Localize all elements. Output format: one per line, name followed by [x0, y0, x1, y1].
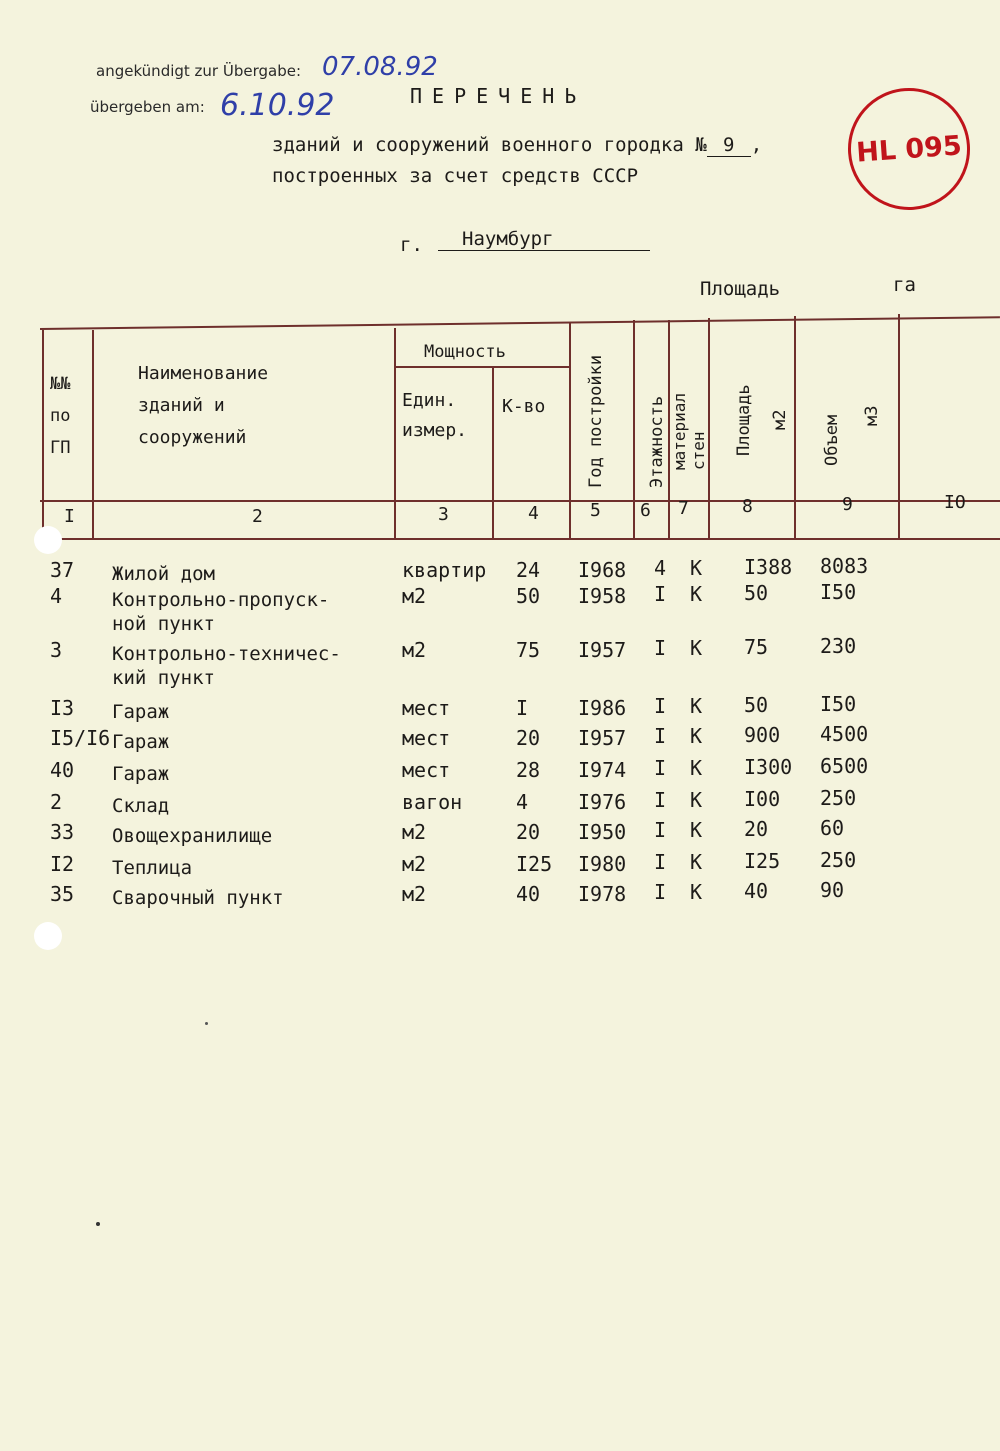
cell-year: I974 — [578, 758, 627, 782]
cell-year: I980 — [578, 852, 627, 876]
col-line-1 — [92, 330, 94, 538]
cell-floors: I — [654, 818, 667, 842]
cell-year: I958 — [578, 584, 627, 608]
header-area-line1: Площадь — [734, 384, 754, 456]
col-line-3 — [492, 367, 494, 538]
area-unit: га — [893, 274, 916, 296]
col-line-7 — [708, 318, 710, 538]
subtitle-line2: построенных за счет средств СССР — [272, 165, 639, 187]
cell-volume: 250 — [820, 848, 857, 872]
cell-material: К — [690, 850, 703, 874]
cell-area: I388 — [744, 555, 793, 579]
cell-material: К — [690, 582, 703, 606]
announced-label: angekündigt zur Übergabe: — [96, 62, 302, 80]
cell-material: К — [690, 636, 703, 660]
header-unit-line2: измер. — [402, 420, 468, 441]
cell-material: К — [690, 880, 703, 904]
cell-material: К — [690, 556, 703, 580]
header-floors: Этажность — [647, 395, 667, 488]
cell-volume: I50 — [820, 580, 857, 604]
cell-area: 20 — [744, 817, 769, 841]
cell-material: К — [690, 694, 703, 718]
cell-num: I2 — [50, 852, 75, 876]
col-line-5 — [633, 320, 635, 538]
header-num-line1: №№ — [50, 374, 71, 394]
colnum-9: 9 — [842, 494, 853, 515]
handed-label: übergeben am: — [90, 98, 205, 116]
header-name — [138, 358, 268, 454]
colnum-6: 6 — [640, 500, 651, 521]
cell-volume: 90 — [820, 878, 845, 902]
cell-unit: м2 — [402, 852, 427, 876]
cell-name: Гараж — [112, 701, 170, 723]
header-area-line2: м2 — [770, 409, 790, 430]
cell-floors: I — [654, 582, 667, 606]
column-number-separator — [40, 538, 1000, 540]
header-name-line1: Наименование — [138, 363, 269, 384]
cell-num: 40 — [50, 758, 75, 782]
cell-qty: 4 — [516, 790, 529, 814]
colnum-5: 5 — [590, 500, 601, 521]
cell-unit: вагон — [402, 790, 463, 814]
ink-dot — [96, 1222, 100, 1226]
colnum-3: 3 — [438, 504, 449, 525]
cell-qty: I25 — [516, 852, 553, 876]
cell-qty: 24 — [516, 558, 541, 582]
header-year: Год постройки — [586, 354, 606, 488]
colnum-7: 7 — [678, 498, 689, 519]
cell-year: I976 — [578, 790, 627, 814]
cell-material: К — [690, 756, 703, 780]
cell-area: 50 — [744, 581, 769, 605]
cell-name: Гараж — [112, 731, 170, 753]
cell-floors: I — [654, 880, 667, 904]
header-num-line3: ГП — [50, 438, 71, 458]
cell-area: I00 — [744, 787, 781, 811]
header-name-line2: зданий и — [138, 395, 225, 416]
cell-unit: м2 — [402, 584, 427, 608]
cell-qty: 75 — [516, 638, 541, 662]
cell-unit: мест — [402, 726, 451, 750]
cell-unit: м2 — [402, 638, 427, 662]
cell-floors: 4 — [654, 556, 667, 580]
area-label: Площадь — [700, 278, 781, 300]
colnum-2: 2 — [252, 506, 263, 527]
cell-num: 33 — [50, 820, 75, 844]
cell-year: I957 — [578, 726, 627, 750]
city-name: Наумбург — [438, 228, 650, 251]
col-line-9 — [898, 314, 900, 538]
header-material — [670, 393, 708, 470]
cell-year: I957 — [578, 638, 627, 662]
header-capacity: Мощность — [424, 342, 506, 362]
cell-volume: 6500 — [820, 754, 869, 778]
cell-year: I968 — [578, 558, 627, 582]
cell-material: К — [690, 818, 703, 842]
cell-unit: мест — [402, 758, 451, 782]
town-number: 9 — [707, 134, 751, 157]
cell-num: 35 — [50, 882, 75, 906]
cell-qty: 50 — [516, 584, 541, 608]
subtitle-line1-text: зданий и сооружений военного городка № — [272, 134, 707, 156]
cell-floors: I — [654, 724, 667, 748]
cell-volume: 60 — [820, 816, 845, 840]
cell-floors: I — [654, 850, 667, 874]
col-line-0 — [42, 330, 44, 538]
cell-year: I986 — [578, 696, 627, 720]
colnum-1: I — [64, 506, 75, 527]
header-material-line1: материал — [670, 392, 689, 470]
cell-name: Контрольно-пропуск- ной пункт — [112, 589, 330, 635]
city-prefix: г. — [400, 234, 423, 256]
cell-name: Контрольно-техничес- кий пункт — [112, 643, 341, 689]
cell-qty: 20 — [516, 726, 541, 750]
cell-unit: мест — [402, 696, 451, 720]
header-name-line3: сооружений — [138, 427, 247, 448]
cell-num: 4 — [50, 584, 63, 608]
subtitle-line1: зданий и сооружений военного городка № 9 , — [272, 134, 763, 156]
cell-qty: I — [516, 696, 529, 720]
header-volume — [812, 406, 892, 466]
ink-dot — [205, 1022, 208, 1025]
cell-volume: 8083 — [820, 554, 869, 578]
header-area — [726, 384, 798, 456]
cell-num: I3 — [50, 696, 75, 720]
col-line-4 — [569, 322, 571, 538]
handed-date: 6.10.92 — [220, 88, 335, 123]
cell-name: Овощехранилище — [112, 825, 273, 847]
cell-unit: м2 — [402, 882, 427, 906]
cell-floors: I — [654, 756, 667, 780]
cell-num: 3 — [50, 638, 63, 662]
table-top-border — [40, 316, 1000, 330]
header-unit — [402, 386, 467, 446]
cell-volume: 250 — [820, 786, 857, 810]
cell-material: К — [690, 724, 703, 748]
cell-qty: 20 — [516, 820, 541, 844]
cell-area: 40 — [744, 879, 769, 903]
cell-name: Жилой дом — [112, 563, 215, 585]
cell-area: 900 — [744, 723, 781, 747]
punch-hole-top — [34, 526, 62, 554]
cell-qty: 28 — [516, 758, 541, 782]
colnum-8: 8 — [742, 496, 753, 517]
announced-date: 07.08.92 — [322, 52, 438, 82]
cell-area: 50 — [744, 693, 769, 717]
header-num-line2: по — [50, 406, 71, 426]
cell-qty: 40 — [516, 882, 541, 906]
cell-unit: квартир — [402, 558, 487, 582]
header-volume-line1: Объем — [822, 414, 842, 466]
cell-unit: м2 — [402, 820, 427, 844]
cell-volume: I50 — [820, 692, 857, 716]
header-material-line2: стен — [689, 431, 708, 470]
header-unit-line1: Един. — [402, 390, 457, 411]
cell-name: Склад — [112, 795, 170, 817]
punch-hole-bottom — [34, 922, 62, 950]
cell-volume: 4500 — [820, 722, 869, 746]
document-title: ПЕРЕЧЕНЬ — [410, 84, 587, 108]
colnum-4: 4 — [528, 503, 539, 524]
cell-year: I978 — [578, 882, 627, 906]
header-separator — [40, 500, 1000, 502]
cell-floors: I — [654, 788, 667, 812]
cell-name: Гараж — [112, 763, 170, 785]
cell-area: I300 — [744, 755, 793, 779]
cell-area: I25 — [744, 849, 781, 873]
seal-text: HL 095 — [855, 129, 963, 169]
archive-seal — [844, 84, 974, 214]
cell-floors: I — [654, 694, 667, 718]
cell-year: I950 — [578, 820, 627, 844]
header-qty: К-во — [502, 396, 546, 417]
cell-name: Теплица — [112, 857, 193, 879]
cell-material: К — [690, 788, 703, 812]
col-line-2 — [394, 328, 396, 538]
cell-num: 2 — [50, 790, 63, 814]
cell-area: 75 — [744, 635, 769, 659]
header-num — [50, 368, 70, 464]
colnum-10: IO — [944, 492, 966, 513]
cell-volume: 230 — [820, 634, 857, 658]
cell-name: Сварочный пункт — [112, 887, 284, 909]
cell-num: I5/I6 — [50, 726, 111, 750]
cell-num: 37 — [50, 558, 75, 582]
header-volume-line2: м3 — [862, 405, 882, 426]
cell-floors: I — [654, 636, 667, 660]
capacity-separator — [396, 366, 570, 368]
